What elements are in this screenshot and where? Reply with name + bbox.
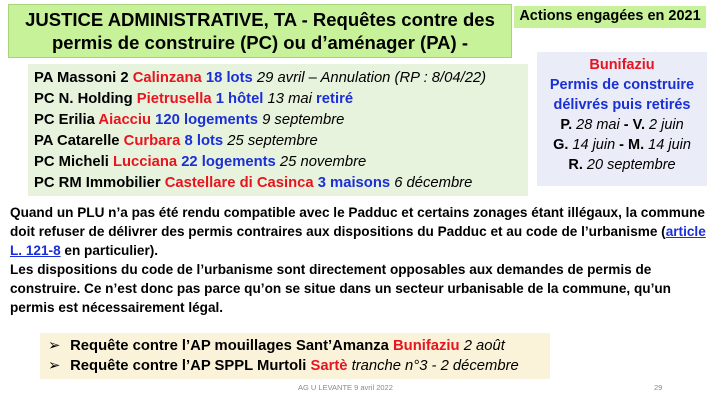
permit-count: 120 logements: [151, 112, 258, 128]
permit-prefix: PC RM Immobilier: [34, 175, 165, 191]
slide-footer: [0, 383, 720, 397]
permit-place: Aiacciu: [98, 112, 152, 128]
title-line-1: JUSTICE ADMINISTRATIVE, TA - Requêtes contre des: [25, 9, 495, 30]
permit-count: 8 lots: [180, 133, 224, 149]
permit-status: retiré: [316, 91, 354, 107]
arrow-bullet-icon: ➢: [48, 358, 61, 374]
requests-box: [40, 333, 550, 379]
side-line-1: Permis de construire: [549, 77, 695, 93]
permit-date: 13 mai: [263, 91, 317, 107]
permit-date: 25 septembre: [223, 133, 318, 149]
permit-prefix: PC Erilia: [34, 112, 99, 128]
paragraph-2: Les dispositions du code de l’urbanisme sont directement opposables aux demandes de permis de construire. Ce n’est donc pas parce qu’on se situe dans un secteur urbanisable de la commune, qu’un permis est nécessairement légal.: [10, 262, 671, 315]
permit-place: Pietrusella: [136, 91, 212, 107]
side-date-row: R. 20 septembre: [568, 157, 676, 173]
arrow-bullet-icon: ➢: [48, 338, 61, 354]
permit-row: [34, 68, 528, 89]
permit-date: 9 septembre: [257, 112, 345, 128]
permit-prefix: PC Micheli: [34, 154, 113, 170]
permit-place: Lucciana: [112, 154, 178, 170]
title-line-2: permis de construire (PC) ou d’aménager (PA) -: [52, 32, 468, 53]
permit-row: [34, 152, 528, 173]
permit-row: [34, 173, 528, 194]
permit-list: [28, 64, 528, 196]
permit-prefix: PA Massoni 2: [34, 70, 133, 86]
permit-prefix: PC N. Holding: [34, 91, 137, 107]
permit-date: 29 avril – Annulation (RP : 8/04/22): [252, 70, 487, 86]
bunifaziu-panel: [537, 52, 707, 186]
permit-place: Calinzana: [132, 70, 202, 86]
permit-row: [34, 131, 528, 152]
permit-count: 3 maisons: [313, 175, 391, 191]
permit-date: 6 décembre: [390, 175, 473, 191]
permit-date: 25 novembre: [275, 154, 367, 170]
actions-year-label: Actions engagées en 2021: [514, 6, 706, 28]
request-item: ➢ Requête contre l’AP SPPL Murtoli Sartè tranche n°3 - 2 décembre: [48, 358, 519, 374]
side-date-row: G. 14 juin - M. 14 juin: [553, 137, 691, 153]
footer-text: AG U LEVANTE 9 avril 2022: [298, 383, 393, 392]
request-item: ➢ Requête contre l’AP mouillages Sant’Amanza Bunifaziu 2 août: [48, 338, 505, 354]
page-number: 29: [654, 383, 663, 392]
explanation-text: [10, 203, 710, 317]
side-date-row: P. 28 mai - V. 2 juin: [560, 117, 684, 133]
side-line-2: délivrés puis retirés: [553, 97, 691, 113]
permit-count: 1 hôtel: [211, 91, 264, 107]
paragraph-1: Quand un PLU n’a pas été rendu compatible avec le Padduc et certains zonages étant illégaux, la commune doit refuser de délivrer des permis contraires aux dispositions du Padduc et au code de l’urbanisme (article L. 121-8 en particulier).: [10, 205, 706, 258]
permit-count: 22 logements: [177, 154, 276, 170]
permit-row: [34, 110, 528, 131]
permit-row: [34, 89, 528, 110]
permit-prefix: PA Catarelle: [34, 133, 124, 149]
permit-count: 18 lots: [201, 70, 253, 86]
slide-title: [8, 4, 512, 58]
article-link[interactable]: article L. 121-8: [10, 224, 706, 258]
side-place: Bunifaziu: [589, 57, 655, 73]
permit-place: Castellare di Casinca: [164, 175, 314, 191]
permit-place: Curbara: [123, 133, 181, 149]
